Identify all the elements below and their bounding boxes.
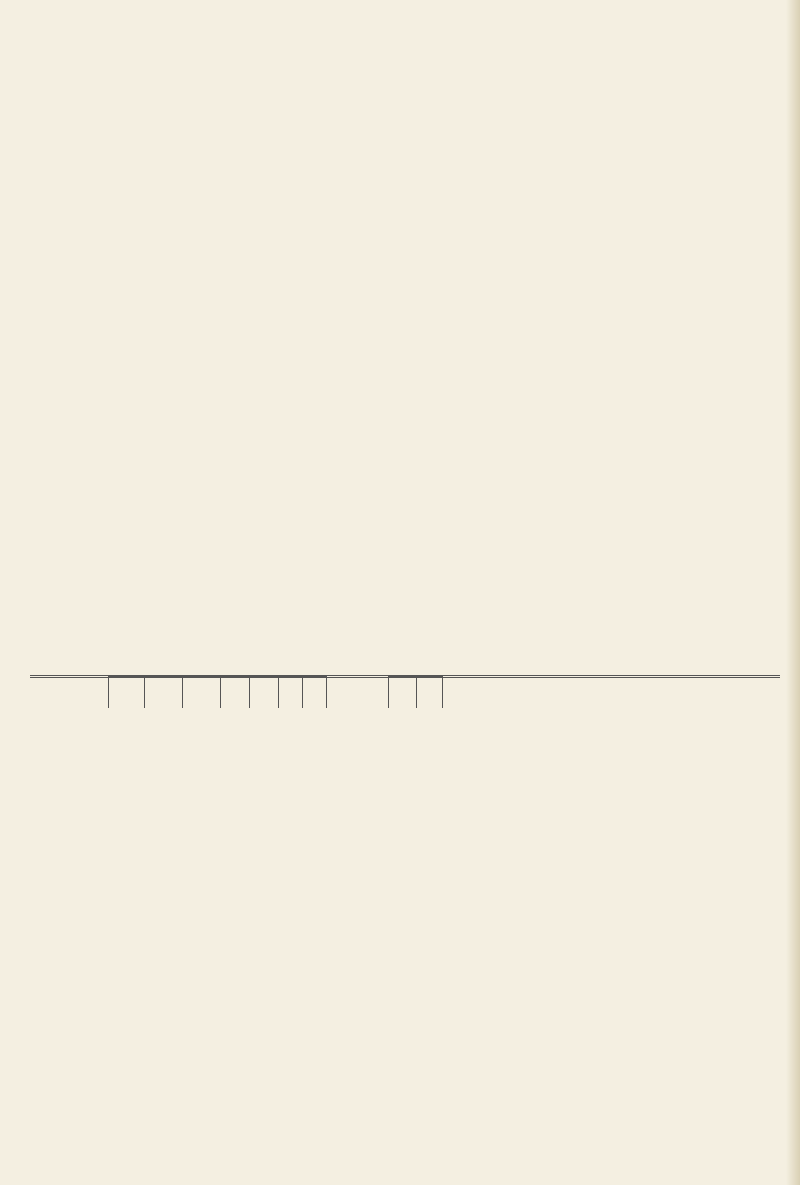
observation-table (30, 675, 780, 708)
year-cell (30, 678, 108, 709)
page-edge (786, 0, 800, 1185)
intro-paragraph (34, 324, 780, 328)
